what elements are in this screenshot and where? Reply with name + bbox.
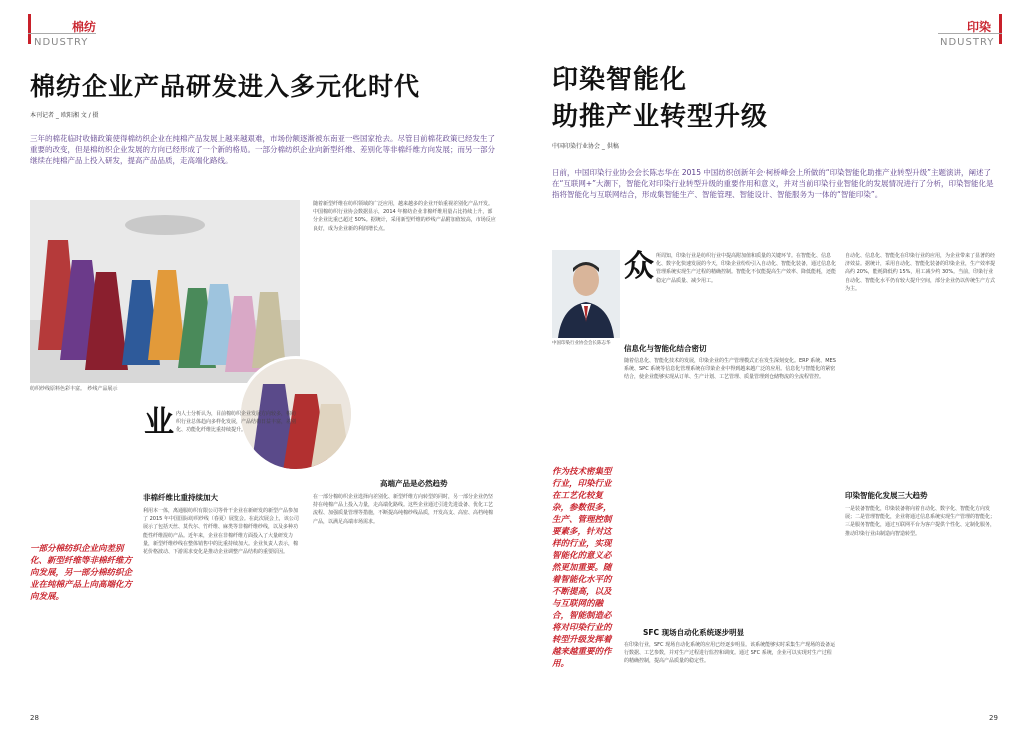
left-lead-paragraph: 三年的棉花临时收储政策使得棉纺织企业在纯棉产品发展上越来越艰难，市场份额逐渐被东南亚一些国家抢去。尽管目前棉花政策已经发生了重要的改变，但是棉纺织企业发展的方向已经形成了一个新的格局。一部分棉纺织企业向新型纤维、差别化等非棉纤维方向发展；而另一部分继续在纯棉产品上投入研发，提高产品品质，走高端化路线。 xyxy=(30,134,495,165)
right-section1-heading: 信息化与智能化结合密切 xyxy=(624,344,707,353)
right-pull-quote: 作为技术密集型行业，印染行业在工艺化较复杂，参数很多，生产、管理控制要素多，针对这样的行业，实现智能化的意义必然更加重要。随着智能化水平的不断提高，以及与互联网的融合，智能制造必将对印染行业的转型升级发挥着越来越重要的作用。 xyxy=(552,467,612,669)
right-section1-text: 随着信息化、智能化技术的发展，印染企业的生产管理模式正在发生深刻变化。ERP 系统、MES 系统、SPC 系统等信息化管理系统在印染企业中得到越来越广泛的应用。信息化与智能化的紧密结合，使企业能够实现从订单、生产计划、工艺管理、质量管理到仓储物流的全流程管控。 xyxy=(624,358,836,381)
right-lead-paragraph: 日前，中国印染行业协会会长陈志华在 2015 中国纺织创新年会·柯桥峰会上所做的“印染智能化助推产业转型升级”主题演讲，阐述了在“互联网+”大潮下，智能化对印染行业转型升级的重要作用和意义，并对当前印染行业智能化的发展情况进行了分析，印染智能化是指将智能化与互联网结合，形成集智能生产、智能管理、智能设计、智能服务为一体的“智能印染”。 xyxy=(552,168,994,199)
right-section2-heading: SFC 现场自动化系统逐步明显 xyxy=(643,628,745,637)
right-header-rule xyxy=(938,33,1002,34)
left-category-label: 棉纺 xyxy=(72,20,97,34)
right-category-bar xyxy=(999,14,1002,44)
left-pull-quote: 一部分棉纺织企业向差别化、新型纤维等非棉纤维方向发展，另一部分棉纺织企业在纯棉产品上向高端化方向发展。 xyxy=(30,544,133,602)
right-col2-text: 自动化、信息化、智能化在印染行业的应用，为企业带来了显著的经济效益。据统计，采用自动化、智能化装备的印染企业，生产效率提高约 20%，能耗降低约 15%，用工减少约 30%。当前，印染行业自动化、智能化水平仍有较大提升空间，部分企业仍以传统生产方式为主。 xyxy=(845,253,996,292)
left-section2-heading: 高端产品是必然趋势 xyxy=(380,479,448,488)
yarn-cones-photo xyxy=(30,200,300,383)
right-page-number: 29 xyxy=(989,714,998,722)
left-section1-heading: 非棉纤维比重持续加大 xyxy=(143,493,218,502)
left-header-rule xyxy=(28,33,96,34)
left-page-number: 28 xyxy=(30,714,39,722)
right-intro-text: 所周知，印染行业是纺织行业中提高附加值和质量的关键环节。在智能化、信息化、数字化快速发展的今天，印染企业纷纷引入自动化、智能化装备，通过信息化管理系统实现生产过程的精确控制。智能化不仅能提高生产效率、降低能耗，还能稳定产品质量、减少用工。 xyxy=(656,253,836,284)
left-intro-text: 内人士分析认为，目前棉纺织企业发展方向较多，棉纺织行业总体趋向多样化发展，产品结构日益丰富，差别化、功能化纤维比重持续提升。 xyxy=(176,411,297,434)
portrait-photo xyxy=(552,250,620,338)
right-drop-cap: 众 xyxy=(624,249,654,284)
left-byline: 本刊记者 _ 欧阳湘 文 / 摄 xyxy=(30,112,99,119)
left-article-title: 棉纺企业产品研发进入多元化时代 xyxy=(30,72,421,101)
right-title-line1: 印染智能化 xyxy=(552,65,688,95)
left-section2-text: 在一部分棉纺织企业选择向差别化、新型纤维方向转型的同时，另一部分企业仍坚持在纯棉产品上投入力量，走高端化路线。这些企业通过引进先进设备、优化工艺流程、加强质量管理等措施，不断提高纯棉纱线品质，开发高支、高密、高档纯棉产品，以满足高端市场需求。 xyxy=(313,494,494,525)
right-category-en: NDUSTRY xyxy=(940,37,995,48)
right-section2-text: 在印染行业，SFC 现场自动化系统的应用已经逐步明显。该系统能够实时采集生产现场的设备运行数据、工艺参数，并对生产过程进行监控和调度。通过 SFC 系统，企业可以实现对生产过程的精确控制，提高产品质量的稳定性。 xyxy=(624,642,836,665)
right-title-line2: 助推产业转型升级 xyxy=(552,102,769,132)
right-section3-text: 一是装备智能化，印染装备将向着自动化、数字化、智能化方向发展；二是管理智能化，企业将通过信息系统实现生产管理的智能化；三是服务智能化，通过互联网平台为客户提供个性化、定制化服务，推动印染行业由制造向智造转型。 xyxy=(845,506,996,537)
left-category-en: NDUSTRY xyxy=(34,37,89,48)
left-drop-cap: 业 xyxy=(144,405,174,440)
left-middle-col-text: 随着新型纤维在纺织领域的广泛应用，越来越多的企业开始重视差别化产品开发。中国棉纺织行业协会数据显示，2014 年棉纺企业非棉纤维用量占比持续上升，部分企业比重已超过 50%。据统计，采用新型纤维的纱线产品附加值较高，市场反应良好，成为企业新的利润增长点。 xyxy=(313,201,496,232)
right-byline: 中国印染行业协会 _ 供稿 xyxy=(552,143,619,150)
right-section3-heading: 印染智能化发展三大趋势 xyxy=(845,491,928,500)
left-section1-text: 利用本一体，离通服纺织有限公司等骨干企业在新研发的新型产品参加了 2015 年中国国际纺织纱线（春夏）展览会。在此次展会上，该公司展示了包括天丝、莫代尔、竹纤维、麻类等非棉纤维纱线，以及多种功能性纤维混纺产品。近年来，企业在非棉纤维方面投入了大量研发力量，新型纤维纱线在整体销售中的比重持续加大。企业负责人表示，棉花价格波动、下游需求变化是推动企业调整产品结构的重要原因。 xyxy=(143,508,299,556)
right-category-label: 印染 xyxy=(967,20,992,34)
portrait-caption: 中国印染行业协会会长陈志华 xyxy=(552,341,611,346)
photo-caption: 纺织纱线原料色彩丰富。 纱线产品展示 xyxy=(30,386,118,392)
left-category-bar xyxy=(28,14,31,44)
